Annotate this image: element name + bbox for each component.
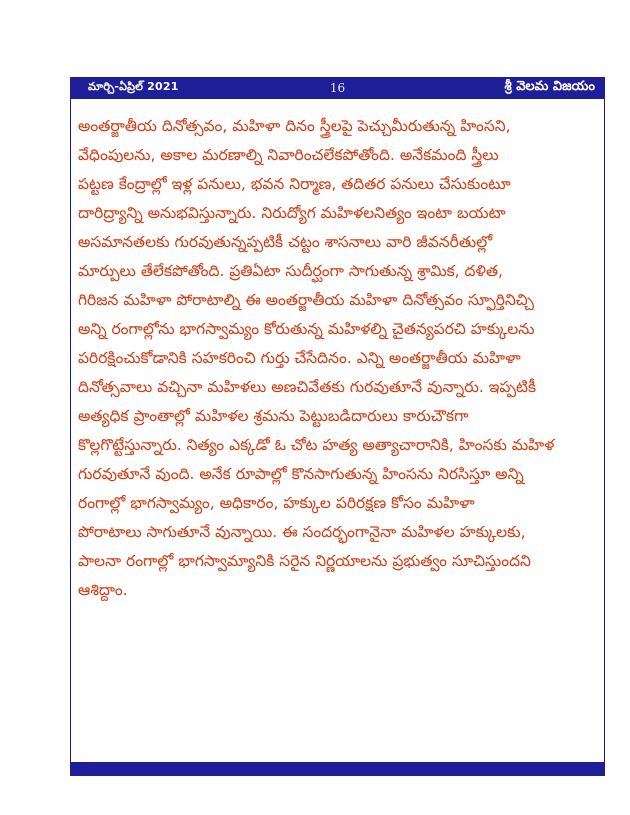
article-line: గురవుతూనే వుంది. అనేక రూపాల్లో కొనసాగుతున్న హింసను నిరసిస్తూ అన్ని — [78, 465, 524, 483]
article-line: అన్ని రంగాల్లోను భాగస్వామ్యం కోరుతున్న మహిళల్ని చైతన్యపరచి హక్కులను — [78, 320, 535, 338]
article-line: రంగాల్లో భాగస్వామ్యం, అధికారం, హక్కుల పరిరక్షణ కోసం మహిళా — [78, 494, 475, 512]
page-header — [70, 77, 605, 99]
page-number: 16 — [329, 81, 346, 95]
article-line: పట్టణ కేంద్రాల్లో ఇళ్ల పనులు, భవన నిర్మాణ, తదితర పనులు చేసుకుంటూ — [78, 175, 511, 193]
article-line: పోరాటాలు సాగుతూనే వున్నాయి. ఈ సందర్భంగానైనా మహిళల హక్కులకు, — [78, 523, 526, 541]
article-line: పాలనా రంగాల్లో భాగస్వామ్యానికి సరైన నిర్ణయాలను ప్రభుత్వం సూచిస్తుందని — [78, 552, 531, 570]
article-body — [78, 112, 598, 605]
article-line: దారిద్ర్యాన్ని అనుభవిస్తున్నారు. నిరుద్యోగ మహిళలనిత్యం ఇంటా బయటా — [78, 204, 506, 222]
article-line: అత్యధిక ప్రాంతాల్లో మహిళల శ్రమను పెట్టుబడిదారులు కారుచౌకగా — [78, 407, 469, 425]
issue-date: మార్చి-ఏప్రిల్ 2021 — [88, 80, 179, 93]
article-line: కొల్లగొట్టేస్తున్నారు. నిత్యం ఎక్కడో ఓ చోట హత్య అత్యాచారానికి, హింసకు మహిళ — [78, 436, 555, 454]
magazine-title: శ్రీ వెలమ విజయం — [504, 79, 595, 94]
article-line: వేధింపులను, అకాల మరణాల్ని నివారించలేకపోతోంది. అనేకమంది స్త్రీలు — [78, 146, 499, 164]
article-line: పరిరక్షించుకోడానికి సహకరించి గుర్తు చేసేదినం. ఎన్ని అంతర్జాతీయ మహిళా — [78, 349, 521, 367]
article-line: దినోత్సవాలు వచ్చినా మహిళలు అణచివేతకు గురవుతూనే వున్నారు. ఇప్పటికీ — [78, 378, 537, 396]
article-line: అసమానతలకు గురవుతున్నప్పటికీ చట్టం శాసనాలు వారి జీవనరీతుల్లో — [78, 233, 493, 251]
article-line: అంతర్జాతీయ దినోత్సవం, మహిళా దినం స్త్రీలపై పెచ్చుమీరుతున్న హింసని, — [78, 117, 511, 135]
article-line: ఆశిద్దాం. — [78, 581, 128, 599]
article-line: గిరిజన మహిళా పోరాటాల్ని ఈ అంతర్జాతీయ మహిళా దినోత్సవం స్ఫూర్తినిచ్చి — [78, 291, 534, 309]
page-footer-bar — [70, 762, 605, 776]
article-line: మార్పులు తేలేకపోతోంది. ప్రతిఏటా సుదీర్ఘంగా సాగుతున్న శ్రామిక, దళిత, — [78, 262, 503, 280]
